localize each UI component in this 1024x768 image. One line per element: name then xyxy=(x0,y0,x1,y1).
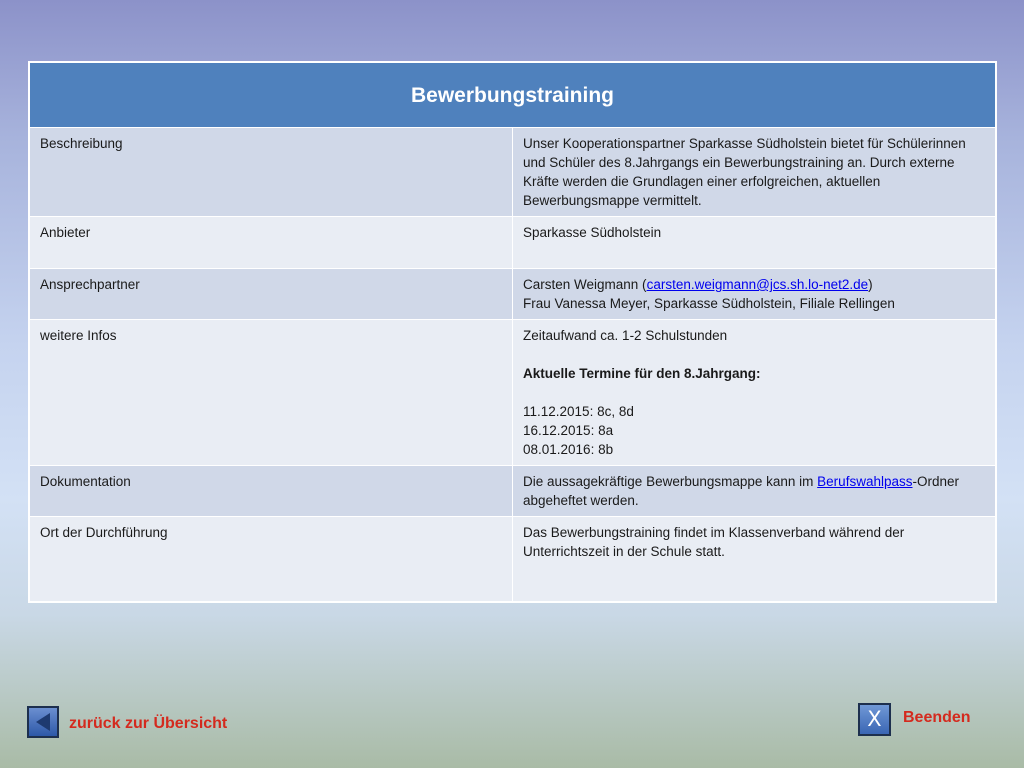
table-row-beschreibung xyxy=(30,128,996,217)
termin-item: 16.12.2015: 8a xyxy=(523,423,614,438)
termine-heading: Aktuelle Termine für den 8.Jahrgang: xyxy=(523,366,761,381)
row-value-dokumentation xyxy=(513,466,996,517)
table-row-anbieter xyxy=(30,217,996,269)
contact-name: Carsten Weigmann ( xyxy=(523,277,647,292)
contact-suffix: ) xyxy=(868,277,873,292)
contact-line-2: Frau Vanessa Meyer, Sparkasse Südholstein, Filiale Rellingen xyxy=(523,296,895,311)
termin-item: 08.01.2016: 8b xyxy=(523,442,614,457)
row-label-weitere-infos: weitere Infos xyxy=(30,320,513,466)
row-label-anbieter: Anbieter xyxy=(30,217,513,269)
row-value-ort: Das Bewerbungstraining findet im Klassenverband während der Unterrichtszeit in der Schule statt. xyxy=(513,517,996,602)
zeitaufwand-text: Zeitaufwand ca. 1-2 Schulstunden xyxy=(523,328,728,343)
table-row-ort xyxy=(30,517,996,602)
row-value-beschreibung: Unser Kooperationspartner Sparkasse Südholstein bietet für Schülerinnen und Schüler des 8.Jahrgangs ein Bewerbungstraining an. Durch externe Kräfte werden die Grundlagen einer erfolgreichen, aktuellen Bewerbungsmappe vermittelt. xyxy=(513,128,996,217)
row-label-dokumentation: Dokumentation xyxy=(30,466,513,517)
contact-email-link[interactable]: carsten.weigmann@jcs.sh.lo-net2.de xyxy=(646,277,869,292)
end-button[interactable] xyxy=(858,703,971,736)
spacer xyxy=(523,345,985,364)
back-to-overview-button[interactable] xyxy=(27,706,227,738)
row-value-anbieter: Sparkasse Südholstein xyxy=(513,217,996,269)
info-table xyxy=(29,62,996,602)
end-label[interactable]: Beenden xyxy=(903,709,971,726)
back-to-overview-label[interactable]: zurück zur Übersicht xyxy=(69,715,228,732)
table-header-row xyxy=(30,63,996,128)
doku-text-suffix: -Ordner abgeheftet werden. xyxy=(523,474,959,508)
berufswahlpass-link[interactable]: Berufswahlpass xyxy=(817,474,913,489)
termin-item: 11.12.2015: 8c, 8d xyxy=(523,404,634,419)
row-label-ort: Ort der Durchführung xyxy=(30,517,513,602)
close-icon[interactable]: X xyxy=(858,703,891,736)
table-title: Bewerbungstraining xyxy=(30,63,996,128)
table-row-dokumentation xyxy=(30,466,996,517)
row-value-ansprechpartner xyxy=(513,269,996,320)
contact-line-1 xyxy=(523,275,985,294)
row-value-weitere-infos xyxy=(513,320,996,466)
table-row-weitere-infos xyxy=(30,320,996,466)
spacer xyxy=(523,383,985,402)
table-row-ansprechpartner xyxy=(30,269,996,320)
left-arrow-icon[interactable] xyxy=(27,706,59,738)
info-card xyxy=(28,61,997,603)
doku-text-prefix: Die aussagekräftige Bewerbungsmappe kann im xyxy=(523,474,818,489)
row-label-beschreibung: Beschreibung xyxy=(30,128,513,217)
row-label-ansprechpartner: Ansprechpartner xyxy=(30,269,513,320)
